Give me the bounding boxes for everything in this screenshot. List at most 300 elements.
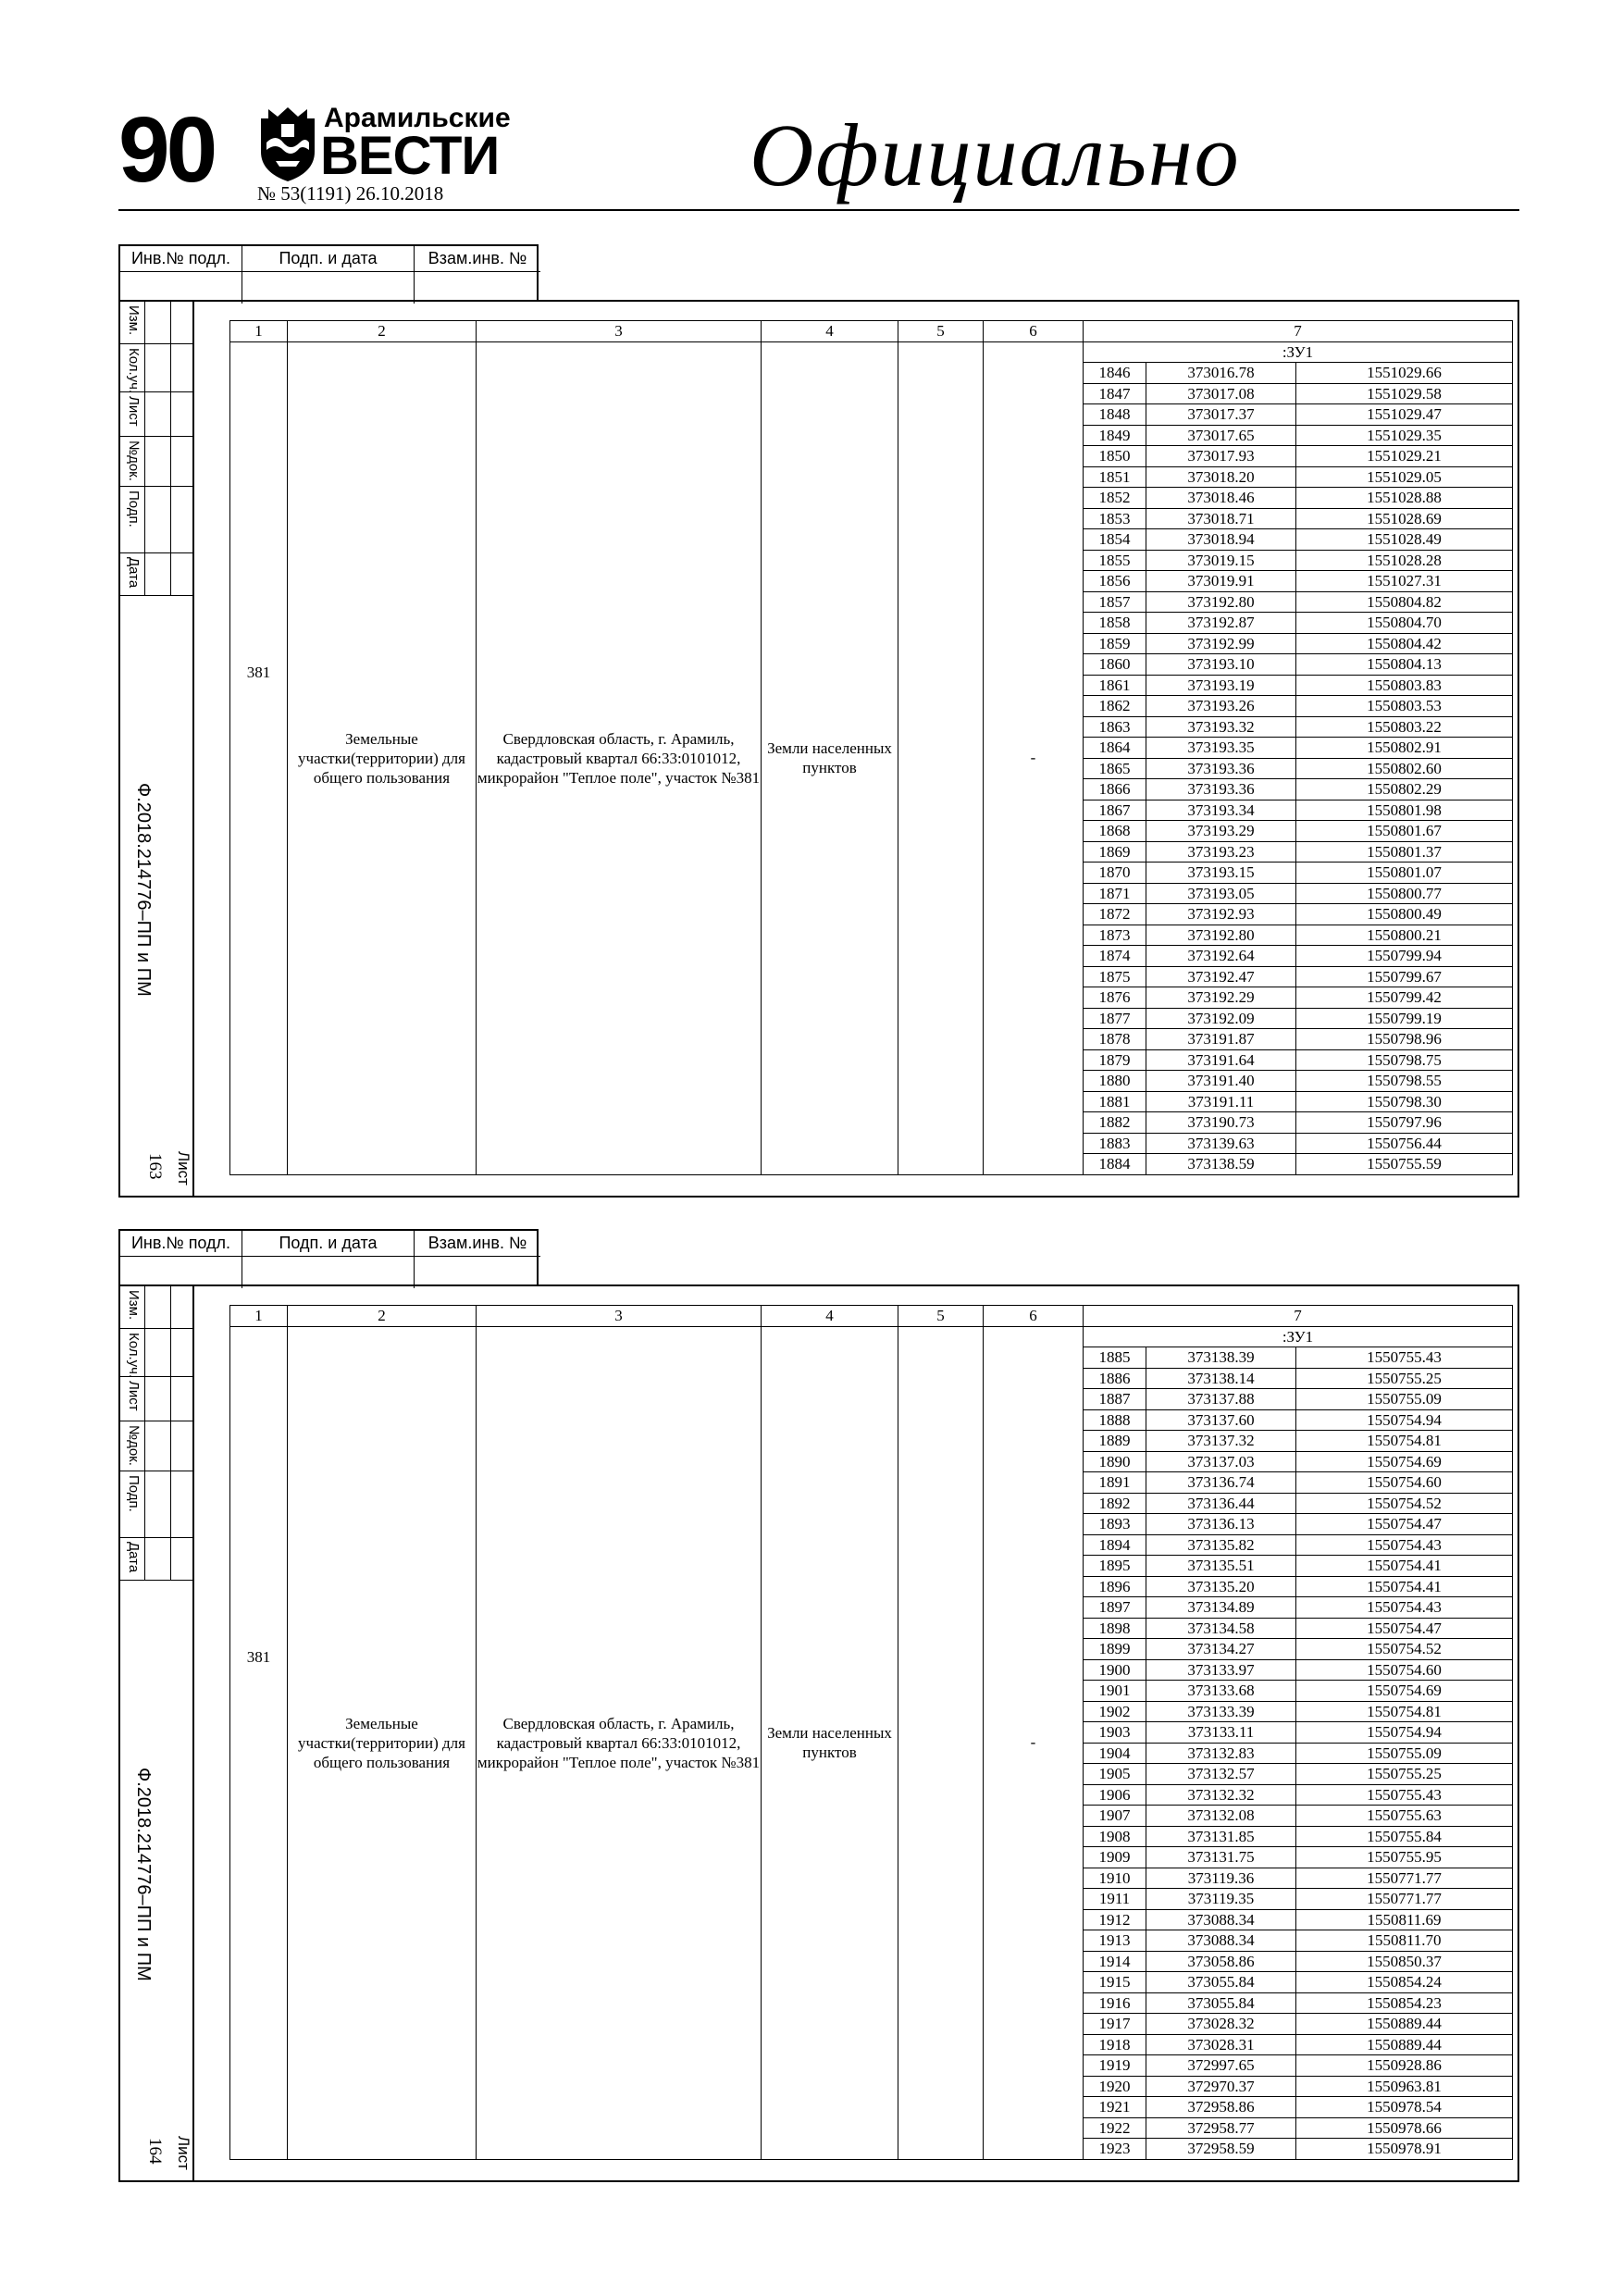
- coordinate-y: 1550754.52: [1296, 1493, 1513, 1514]
- coordinate-x: 373192.09: [1146, 1008, 1296, 1029]
- table-row: [230, 1326, 1513, 1347]
- coordinate-x: 373192.64: [1146, 946, 1296, 967]
- coordinate-x: 373133.97: [1146, 1659, 1296, 1681]
- coordinate-y: 1550928.86: [1296, 2055, 1513, 2077]
- coordinate-y: 1550800.49: [1296, 904, 1513, 925]
- coordinate-y: 1550755.59: [1296, 1154, 1513, 1175]
- inv-number-value: [120, 1257, 242, 1288]
- parcel-number: 381: [230, 1326, 288, 2159]
- coordinate-y: 1550804.82: [1296, 591, 1513, 613]
- coordinate-y: 1550802.29: [1296, 779, 1513, 800]
- point-number: 1891: [1084, 1472, 1146, 1494]
- coordinate-x: 373191.87: [1146, 1029, 1296, 1050]
- coordinate-y: 1550754.43: [1296, 1534, 1513, 1556]
- coordinate-x: 373088.34: [1146, 1930, 1296, 1952]
- coordinate-y: 1550811.70: [1296, 1930, 1513, 1952]
- coordinate-x: 373193.05: [1146, 883, 1296, 904]
- coordinate-y: 1550799.42: [1296, 987, 1513, 1009]
- point-number: 1923: [1084, 2139, 1146, 2160]
- point-number: 1873: [1084, 925, 1146, 946]
- side-stamp-label: Подп.: [126, 1475, 142, 1512]
- coordinates-table: [229, 1305, 1513, 2160]
- point-number: 1912: [1084, 1909, 1146, 1930]
- point-number: 1892: [1084, 1493, 1146, 1514]
- point-number: 1879: [1084, 1049, 1146, 1071]
- coordinate-y: 1551027.31: [1296, 571, 1513, 592]
- coordinate-x: 373018.20: [1146, 466, 1296, 488]
- coordinate-y: 1550798.55: [1296, 1071, 1513, 1092]
- coordinate-x: 373131.85: [1146, 1826, 1296, 1847]
- coordinate-x: 373193.36: [1146, 779, 1296, 800]
- point-number: 1876: [1084, 987, 1146, 1009]
- side-stamp: [120, 1286, 194, 2180]
- zone-label: :ЗУ1: [1084, 1326, 1513, 1347]
- approval-stamp: [118, 1229, 539, 1286]
- point-number: 1877: [1084, 1008, 1146, 1029]
- side-stamp-label: Лист: [126, 1381, 142, 1411]
- column-header: 4: [762, 1306, 898, 1327]
- side-stamp-value-column: [144, 1329, 171, 1376]
- coordinate-x: 373191.11: [1146, 1091, 1296, 1112]
- coordinate-x: 373134.58: [1146, 1618, 1296, 1639]
- point-number: 1911: [1084, 1889, 1146, 1910]
- point-number: 1908: [1084, 1826, 1146, 1847]
- point-number: 1887: [1084, 1389, 1146, 1410]
- side-stamp-label: Лист: [126, 396, 142, 427]
- point-number: 1872: [1084, 904, 1146, 925]
- point-number: 1863: [1084, 716, 1146, 738]
- coordinate-y: 1550798.96: [1296, 1029, 1513, 1050]
- coordinate-x: 373019.91: [1146, 571, 1296, 592]
- point-number: 1917: [1084, 2014, 1146, 2035]
- page-number: 90: [118, 98, 215, 202]
- coordinate-x: 373138.59: [1146, 1154, 1296, 1175]
- point-number: 1913: [1084, 1930, 1146, 1952]
- parcel-address: Свердловская область, г. Арамиль, кадастровый квартал 66:33:0101012, микрорайон "Теплое поле", участок №381: [477, 1326, 762, 2159]
- point-number: 1921: [1084, 2097, 1146, 2118]
- side-stamp-label: Изм.: [126, 305, 142, 336]
- coordinate-x: 373119.35: [1146, 1889, 1296, 1910]
- parcel-address: Свердловская область, г. Арамиль, кадастровый квартал 66:33:0101012, микрорайон "Теплое поле", участок №381: [477, 341, 762, 1174]
- side-stamp-cell: [120, 1329, 194, 1377]
- column-6-value: -: [984, 341, 1084, 1174]
- point-number: 1889: [1084, 1431, 1146, 1452]
- side-stamp-value-column: [144, 344, 171, 391]
- coordinate-y: 1550797.96: [1296, 1112, 1513, 1134]
- column-header: 4: [762, 321, 898, 342]
- coordinate-y: 1550755.43: [1296, 1784, 1513, 1806]
- signature-date-label: Подп. и дата: [242, 246, 415, 272]
- point-number: 1919: [1084, 2055, 1146, 2077]
- coordinate-y: 1550889.44: [1296, 2034, 1513, 2055]
- coordinate-x: 373193.34: [1146, 800, 1296, 821]
- point-number: 1903: [1084, 1722, 1146, 1744]
- coordinate-y: 1550754.60: [1296, 1472, 1513, 1494]
- coordinate-y: 1550755.95: [1296, 1847, 1513, 1868]
- coordinate-y: 1551029.05: [1296, 466, 1513, 488]
- side-stamp-value-column: [144, 1286, 171, 1328]
- coordinate-y: 1550771.77: [1296, 1889, 1513, 1910]
- coordinate-x: 373135.82: [1146, 1534, 1296, 1556]
- coordinate-x: 373018.46: [1146, 488, 1296, 509]
- replacement-inv-value: [415, 1257, 540, 1288]
- coordinate-x: 372970.37: [1146, 2076, 1296, 2097]
- inv-number-value: [120, 272, 242, 304]
- coordinate-y: 1550754.52: [1296, 1639, 1513, 1660]
- coordinate-y: 1550755.25: [1296, 1368, 1513, 1389]
- issue-info: № 53(1191) 26.10.2018: [257, 182, 444, 205]
- coordinate-x: 373132.32: [1146, 1784, 1296, 1806]
- side-stamp-value-column: [144, 1377, 171, 1421]
- side-stamp-value-column: [144, 1538, 171, 1580]
- coordinate-y: 1550802.91: [1296, 738, 1513, 759]
- side-stamp-label: Дата: [126, 1542, 142, 1573]
- point-number: 1871: [1084, 883, 1146, 904]
- coordinate-y: 1550978.91: [1296, 2139, 1513, 2160]
- column-header: 3: [477, 1306, 762, 1327]
- newspaper-subtitle: Арамильские: [324, 103, 511, 133]
- coordinate-x: 373136.74: [1146, 1472, 1296, 1494]
- coordinate-x: 373058.86: [1146, 1951, 1296, 1972]
- coordinate-y: 1550854.23: [1296, 1992, 1513, 2014]
- coordinate-x: 373139.63: [1146, 1133, 1296, 1154]
- coordinate-x: 373137.88: [1146, 1389, 1296, 1410]
- point-number: 1900: [1084, 1659, 1146, 1681]
- side-stamp-cell: [120, 487, 194, 553]
- coordinate-x: 372958.59: [1146, 2139, 1296, 2160]
- inv-number-label: Инв.№ подл.: [120, 1231, 242, 1257]
- coordinate-x: 373136.44: [1146, 1493, 1296, 1514]
- point-number: 1909: [1084, 1847, 1146, 1868]
- column-5-value: [898, 1326, 984, 2159]
- point-number: 1866: [1084, 779, 1146, 800]
- coordinate-y: 1550754.41: [1296, 1556, 1513, 1577]
- point-number: 1884: [1084, 1154, 1146, 1175]
- coordinate-x: 373193.15: [1146, 863, 1296, 884]
- coordinate-x: 373192.80: [1146, 591, 1296, 613]
- coordinate-y: 1550754.41: [1296, 1576, 1513, 1597]
- point-number: 1852: [1084, 488, 1146, 509]
- coordinate-y: 1550754.94: [1296, 1722, 1513, 1744]
- coordinate-x: 373192.99: [1146, 633, 1296, 654]
- coordinate-y: 1550798.30: [1296, 1091, 1513, 1112]
- column-header: 5: [898, 321, 984, 342]
- point-number: 1907: [1084, 1806, 1146, 1827]
- coordinate-y: 1550771.77: [1296, 1868, 1513, 1889]
- coordinate-y: 1550755.43: [1296, 1347, 1513, 1369]
- coordinate-y: 1550799.67: [1296, 966, 1513, 987]
- point-number: 1868: [1084, 821, 1146, 842]
- sheet-number-label: Лист: [175, 2136, 192, 2170]
- side-stamp-label: №док.: [126, 441, 142, 481]
- coordinate-y: 1551029.58: [1296, 383, 1513, 404]
- point-number: 1896: [1084, 1576, 1146, 1597]
- coordinate-x: 373088.34: [1146, 1909, 1296, 1930]
- column-header: 7: [1084, 1306, 1513, 1327]
- point-number: 1888: [1084, 1409, 1146, 1431]
- coordinate-y: 1550754.69: [1296, 1451, 1513, 1472]
- side-stamp-value-column: [144, 302, 171, 343]
- column-header: 2: [288, 1306, 477, 1327]
- coordinate-y: 1551028.88: [1296, 488, 1513, 509]
- coordinate-x: 373018.94: [1146, 529, 1296, 551]
- point-number: 1920: [1084, 2076, 1146, 2097]
- point-number: 1870: [1084, 863, 1146, 884]
- point-number: 1905: [1084, 1764, 1146, 1785]
- point-number: 1861: [1084, 675, 1146, 696]
- coordinate-y: 1550811.69: [1296, 1909, 1513, 1930]
- side-stamp-cell: [120, 302, 194, 344]
- coordinate-y: 1550799.94: [1296, 946, 1513, 967]
- coordinate-x: 373190.73: [1146, 1112, 1296, 1134]
- coordinate-x: 373137.03: [1146, 1451, 1296, 1472]
- point-number: 1869: [1084, 841, 1146, 863]
- sheet-number: 163: [145, 1153, 165, 1180]
- coordinate-x: 373192.29: [1146, 987, 1296, 1009]
- column-6-value: -: [984, 1326, 1084, 2159]
- coordinate-y: 1551028.49: [1296, 529, 1513, 551]
- side-stamp-value-column: [144, 553, 171, 595]
- column-header: 6: [984, 1306, 1084, 1327]
- coordinate-x: 373017.37: [1146, 404, 1296, 426]
- coordinate-y: 1551029.21: [1296, 446, 1513, 467]
- coordinate-y: 1550803.22: [1296, 716, 1513, 738]
- point-number: 1880: [1084, 1071, 1146, 1092]
- signature-date-value: [242, 272, 415, 304]
- coordinate-y: 1550799.19: [1296, 1008, 1513, 1029]
- coordinate-x: 373016.78: [1146, 363, 1296, 384]
- coordinate-x: 373193.19: [1146, 675, 1296, 696]
- town-emblem-logo: [255, 105, 320, 183]
- coordinate-x: 373132.83: [1146, 1743, 1296, 1764]
- coordinate-x: 373192.47: [1146, 966, 1296, 987]
- coordinate-y: 1550978.54: [1296, 2097, 1513, 2118]
- point-number: 1855: [1084, 550, 1146, 571]
- coordinate-x: 373017.65: [1146, 425, 1296, 446]
- replacement-inv-value: [415, 272, 540, 304]
- coordinate-x: 372958.86: [1146, 2097, 1296, 2118]
- column-header: 3: [477, 321, 762, 342]
- coordinate-y: 1550803.53: [1296, 696, 1513, 717]
- coordinate-y: 1550801.07: [1296, 863, 1513, 884]
- coordinates-table: [229, 320, 1513, 1175]
- coordinate-y: 1550754.94: [1296, 1409, 1513, 1431]
- point-number: 1853: [1084, 508, 1146, 529]
- coordinate-y: 1550800.21: [1296, 925, 1513, 946]
- coordinate-y: 1550798.75: [1296, 1049, 1513, 1071]
- coordinate-x: 373193.35: [1146, 738, 1296, 759]
- coordinate-x: 373119.36: [1146, 1868, 1296, 1889]
- header-rule: [118, 209, 1519, 211]
- coordinate-y: 1550755.25: [1296, 1764, 1513, 1785]
- side-stamp-value-column: [144, 392, 171, 436]
- signature-date-label: Подп. и дата: [242, 1231, 415, 1257]
- point-number: 1875: [1084, 966, 1146, 987]
- column-header: 5: [898, 1306, 984, 1327]
- point-number: 1886: [1084, 1368, 1146, 1389]
- point-number: 1878: [1084, 1029, 1146, 1050]
- point-number: 1848: [1084, 404, 1146, 426]
- coordinate-x: 373134.89: [1146, 1597, 1296, 1619]
- point-number: 1864: [1084, 738, 1146, 759]
- coordinate-y: 1550754.69: [1296, 1681, 1513, 1702]
- coordinate-x: 373055.84: [1146, 1972, 1296, 1993]
- coordinate-x: 373193.26: [1146, 696, 1296, 717]
- point-number: 1898: [1084, 1618, 1146, 1639]
- point-number: 1862: [1084, 696, 1146, 717]
- coordinate-y: 1550755.09: [1296, 1389, 1513, 1410]
- coordinate-y: 1550756.44: [1296, 1133, 1513, 1154]
- point-number: 1902: [1084, 1701, 1146, 1722]
- column-number-row: [230, 1306, 1513, 1327]
- signature-date-value: [242, 1257, 415, 1288]
- parcel-type: Земельные участки(территории) для общего пользования: [288, 341, 477, 1174]
- point-number: 1916: [1084, 1992, 1146, 2014]
- point-number: 1890: [1084, 1451, 1146, 1472]
- coordinate-y: 1550803.83: [1296, 675, 1513, 696]
- side-stamp-label: Дата: [126, 557, 142, 589]
- point-number: 1849: [1084, 425, 1146, 446]
- column-header: 7: [1084, 321, 1513, 342]
- coordinate-x: 373028.31: [1146, 2034, 1296, 2055]
- point-number: 1893: [1084, 1514, 1146, 1535]
- side-stamp-value-column: [144, 1421, 171, 1471]
- zone-label: :ЗУ1: [1084, 341, 1513, 363]
- sheet-number: 164: [145, 2138, 165, 2165]
- coordinate-y: 1550801.67: [1296, 821, 1513, 842]
- coordinate-x: 373193.36: [1146, 758, 1296, 779]
- coordinate-y: 1550889.44: [1296, 2014, 1513, 2035]
- coordinate-x: 373028.32: [1146, 2014, 1296, 2035]
- drawing-frame: [118, 1285, 1519, 2182]
- coordinate-x: 373191.40: [1146, 1071, 1296, 1092]
- coordinate-y: 1550754.81: [1296, 1701, 1513, 1722]
- point-number: 1856: [1084, 571, 1146, 592]
- column-number-row: [230, 321, 1513, 342]
- point-number: 1918: [1084, 2034, 1146, 2055]
- sheet-number-label: Лист: [175, 1151, 192, 1185]
- coordinate-y: 1550755.09: [1296, 1743, 1513, 1764]
- coordinate-y: 1550978.66: [1296, 2117, 1513, 2139]
- coordinate-y: 1551028.28: [1296, 550, 1513, 571]
- coordinate-x: 373192.93: [1146, 904, 1296, 925]
- replacement-inv-label: Взам.инв. №: [415, 1231, 540, 1257]
- coordinate-x: 373193.23: [1146, 841, 1296, 863]
- coordinate-x: 373192.87: [1146, 613, 1296, 634]
- column-header: 6: [984, 321, 1084, 342]
- parcel-type: Земельные участки(территории) для общего пользования: [288, 1326, 477, 2159]
- point-number: 1915: [1084, 1972, 1146, 1993]
- point-number: 1897: [1084, 1597, 1146, 1619]
- point-number: 1859: [1084, 633, 1146, 654]
- side-stamp-cell: [120, 1286, 194, 1329]
- coordinate-y: 1550754.43: [1296, 1597, 1513, 1619]
- point-number: 1883: [1084, 1133, 1146, 1154]
- coordinate-y: 1550754.81: [1296, 1431, 1513, 1452]
- side-stamp-cell: [120, 1377, 194, 1421]
- column-header: 1: [230, 321, 288, 342]
- point-number: 1899: [1084, 1639, 1146, 1660]
- coordinate-x: 373134.27: [1146, 1639, 1296, 1660]
- coordinate-y: 1550800.77: [1296, 883, 1513, 904]
- side-stamp-cell: [120, 553, 194, 596]
- side-stamp-cell: [120, 1471, 194, 1538]
- land-category: Земли населенных пунктов: [762, 341, 898, 1174]
- inv-number-label: Инв.№ подл.: [120, 246, 242, 272]
- point-number: 1904: [1084, 1743, 1146, 1764]
- point-number: 1865: [1084, 758, 1146, 779]
- parcel-number: 381: [230, 341, 288, 1174]
- side-stamp-cell: [120, 1538, 194, 1581]
- coordinate-y: 1550802.60: [1296, 758, 1513, 779]
- side-stamp-value-column: [144, 437, 171, 486]
- coordinate-y: 1550754.60: [1296, 1659, 1513, 1681]
- table-row: [230, 341, 1513, 363]
- point-number: 1922: [1084, 2117, 1146, 2139]
- coordinate-x: 373136.13: [1146, 1514, 1296, 1535]
- side-stamp-cell: [120, 392, 194, 437]
- coordinate-y: 1551028.69: [1296, 508, 1513, 529]
- point-number: 1906: [1084, 1784, 1146, 1806]
- coordinate-y: 1550963.81: [1296, 2076, 1513, 2097]
- point-number: 1894: [1084, 1534, 1146, 1556]
- point-number: 1857: [1084, 591, 1146, 613]
- point-number: 1895: [1084, 1556, 1146, 1577]
- side-stamp-label: Кол.уч.: [126, 1333, 142, 1379]
- land-category: Земли населенных пунктов: [762, 1326, 898, 2159]
- point-number: 1851: [1084, 466, 1146, 488]
- coordinate-x: 373132.57: [1146, 1764, 1296, 1785]
- section-title: Официально: [750, 105, 1241, 205]
- coordinate-x: 373137.32: [1146, 1431, 1296, 1452]
- coordinate-x: 373138.39: [1146, 1347, 1296, 1369]
- coordinate-y: 1550804.70: [1296, 613, 1513, 634]
- coordinate-x: 373193.29: [1146, 821, 1296, 842]
- point-number: 1846: [1084, 363, 1146, 384]
- side-stamp-label: Изм.: [126, 1290, 142, 1321]
- side-stamp-cell: [120, 344, 194, 392]
- coordinate-x: 373193.32: [1146, 716, 1296, 738]
- coordinate-x: 373191.64: [1146, 1049, 1296, 1071]
- point-number: 1867: [1084, 800, 1146, 821]
- side-stamp-label: Подп.: [126, 490, 142, 527]
- point-number: 1901: [1084, 1681, 1146, 1702]
- column-header: 2: [288, 321, 477, 342]
- coordinate-x: 373137.60: [1146, 1409, 1296, 1431]
- coordinate-x: 373133.11: [1146, 1722, 1296, 1744]
- side-stamp-value-column: [144, 487, 171, 552]
- replacement-inv-label: Взам.инв. №: [415, 246, 540, 272]
- coordinate-y: 1551029.47: [1296, 404, 1513, 426]
- coordinate-x: 373131.75: [1146, 1847, 1296, 1868]
- coordinate-y: 1550804.42: [1296, 633, 1513, 654]
- coordinate-x: 372958.77: [1146, 2117, 1296, 2139]
- coordinate-x: 373192.80: [1146, 925, 1296, 946]
- document-code: Ф.2018.214776–ПП и ПМ: [133, 783, 154, 997]
- column-5-value: [898, 341, 984, 1174]
- column-header: 1: [230, 1306, 288, 1327]
- coordinate-y: 1550801.37: [1296, 841, 1513, 863]
- side-stamp-label: №док.: [126, 1425, 142, 1466]
- coordinate-y: 1550801.98: [1296, 800, 1513, 821]
- point-number: 1854: [1084, 529, 1146, 551]
- coordinate-y: 1550854.24: [1296, 1972, 1513, 1993]
- point-number: 1860: [1084, 654, 1146, 676]
- coordinate-x: 373019.15: [1146, 550, 1296, 571]
- coordinate-x: 373135.20: [1146, 1576, 1296, 1597]
- coordinate-x: 373138.14: [1146, 1368, 1296, 1389]
- coordinate-x: 373135.51: [1146, 1556, 1296, 1577]
